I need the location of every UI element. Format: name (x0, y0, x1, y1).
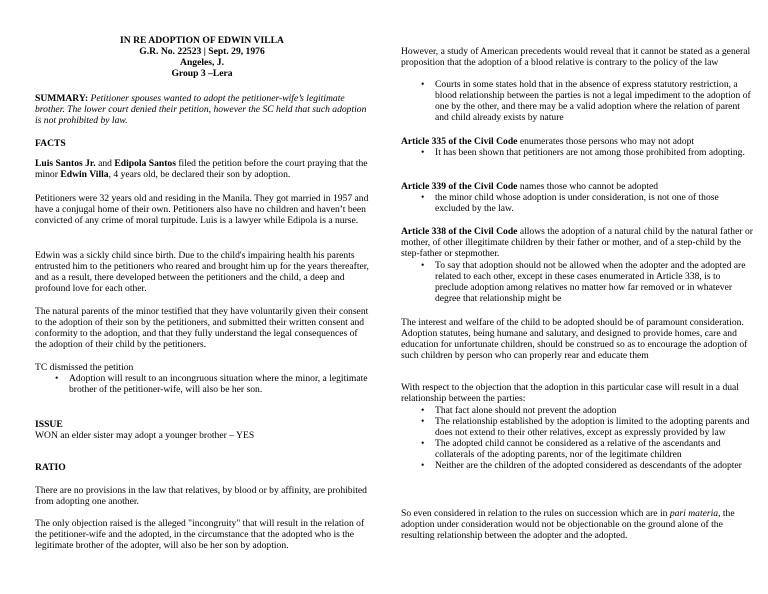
minor-name: Edwin Villa (60, 169, 109, 180)
list-item (35, 373, 369, 395)
bullet-icon: • (421, 405, 425, 416)
bullet-icon: • (421, 416, 425, 427)
list-item (401, 416, 753, 438)
article-339-text: names those who cannot be adopted (517, 181, 659, 192)
list-item-text: The adopted child cannot be considered as a relative of the ascendants and collaterals of the adopting parents, nor of the legitimate children (435, 438, 721, 460)
list-item-text: The relationship established by the adoption is limited to the adopting parents and does not extend to their other relatives, except as expressly provided by law (435, 416, 750, 438)
facts-paragraph-1 (35, 158, 369, 180)
list-item (401, 147, 753, 158)
right-bullets-5 (401, 405, 753, 471)
petitioner-husband: Luis Santos Jr. (35, 158, 96, 169)
ponente: Angeles, J. (180, 57, 224, 68)
issue-heading: ISSUE (35, 419, 63, 430)
list-item-text: Courts in some states hold that in the absence of express statutory restriction, a blood relationship between the parties is not a legal impediment to the adoption of one by the other, and there may be a valid adoption where the relation of parent and child already exists by nature (435, 79, 751, 123)
list-item-text: To say that adoption should not be allowed when the adopter and the adopted are related to each other, except in these cases enumerated in Article 338, is to preclude adoption among relatives no matter how far removed or in whatever degree that relationship might be (435, 260, 746, 304)
list-item-text: It has been shown that petitioners are not among those prohibited from adopting. (435, 147, 745, 158)
article-335 (401, 136, 753, 147)
right-bullets-1 (401, 79, 753, 123)
ratio-heading: RATIO (35, 462, 66, 473)
case-number: G.R. No. 22523 | Sept. 29, 1976 (139, 46, 265, 57)
petitioner-wife: Edipola Santos (114, 158, 176, 169)
paragraph-text: , the adoption under consideration would not be objectionable on the ground alone of the resulting relationship between the adopter and the adopted. (401, 508, 735, 541)
list-item (401, 438, 753, 460)
article-339 (401, 181, 753, 192)
group-label: Group 3 –Lera (171, 68, 233, 79)
facts-paragraph-5: TC dismissed the petition (35, 362, 134, 373)
ratio-paragraph-1: There are no provisions in the law that relatives, by blood or by affinity, are prohibited from adopting one another. (35, 485, 367, 507)
right-bullets-3 (401, 192, 753, 214)
bullet-icon: • (55, 373, 59, 384)
article-339-heading: Article 339 of the Civil Code (401, 181, 518, 192)
right-bullets-4 (401, 260, 753, 304)
facts-text: , 4 years old, be declared their son by adoption. (108, 169, 291, 180)
summary-label: SUMMARY: (35, 93, 89, 104)
bullet-icon: • (421, 460, 425, 471)
ratio-paragraph-2: The only objection raised is the alleged "incongruity" that will result in the relation of the petitioner-wife and the adopted, in the circumstance that the adopted who is the legitimate brother of the adopter, will also be her son by adoption. (35, 518, 365, 551)
issue-text: WON an elder sister may adopt a younger brother – YES (35, 430, 255, 441)
facts-text: and (95, 158, 115, 169)
article-338-heading: Article 338 of the Civil Code (401, 226, 518, 237)
right-paragraph-1: However, a study of American precedents would reveal that it cannot be stated as a general proposition that the adoption of a blood relative is contrary to the policy of the law (401, 46, 751, 68)
bullet-icon: • (421, 192, 425, 203)
right-paragraph-3: With respect to the objection that the adoption in this particular case will result in a dual relationship between the parties: (401, 382, 739, 404)
bullet-icon: • (421, 147, 425, 158)
list-item (401, 192, 753, 214)
bullet-icon: • (421, 438, 425, 449)
article-338-text: allows the adoption of a natural child by the natural father or mother, of other illegitimate children by their father or mother, and of a step-child by the step-father or stepmother. (401, 226, 753, 259)
right-paragraph-4 (401, 508, 753, 541)
bullet-icon: • (421, 79, 425, 90)
list-item (401, 260, 753, 304)
list-item-text: the minor child whose adoption is under consideration, is not one of those excluded by the law. (435, 192, 719, 214)
article-335-heading: Article 335 of the Civil Code (401, 136, 518, 147)
list-item (401, 405, 753, 416)
summary-text: Petitioner spouses wanted to adopt the petitioner-wife’s legitimate brother. The lower court denied their petition, however the SC held that such adoption is not prohibited by law. (35, 93, 367, 126)
bullet-icon: • (421, 260, 425, 271)
article-335-text: enumerates those persons who may not adopt (517, 136, 695, 147)
list-item-text: That fact alone should not prevent the adoption (435, 405, 617, 416)
latin-term: pari materia (669, 508, 719, 519)
list-item (401, 79, 753, 123)
right-paragraph-2: The interest and welfare of the child to be adopted should be of paramount consideration. Adoption statutes, being humane and salutary, and designed to provide homes, care and education for unfortunate children, should be construed so as to encourage the adoption of such children by person who can properly rear and educate them (401, 317, 748, 361)
facts-paragraph-2: Petitioners were 32 years old and residing in the Manila. They got married in 1957 and have a conjugal home of their own. Petitioners also have no children and haven’t been convicted of any crime of moral turpitude. Luis is a lawyer while Edipola is a nurse. (35, 193, 369, 226)
list-item (401, 460, 753, 471)
case-title: IN RE ADOPTION OF EDWIN VILLA (120, 35, 284, 46)
summary (35, 93, 369, 126)
article-338 (401, 226, 753, 259)
facts-heading: FACTS (35, 138, 66, 149)
facts-paragraph-4: The natural parents of the minor testified that they have voluntarily given their consent to the adoption of their son by the petitioners, and submitted their written consent and conformity to the adoption, and that they fully understand the legal consequences of the adoption of their child by the petitioners. (35, 306, 369, 350)
right-bullets-2 (401, 147, 753, 158)
paragraph-text: So even considered in relation to the rules on succession which are in (401, 508, 670, 519)
list-item-text: Adoption will result to an incongruous situation where the minor, a legitimate brother of the petitioner-wife, will also be her son. (69, 373, 368, 395)
facts-text: filed the petition before the court praying that the minor (35, 158, 368, 180)
facts-paragraph-3: Edwin was a sickly child since birth. Due to the child's impairing health his parents entrusted him to the petitioners who reared and brought him up for the years thereafter, and as a result, there developed between the petitioners and the child, a deep and profound love for each other. (35, 250, 369, 294)
list-item-text: Neither are the children of the adopted considered as descendants of the adopter (435, 460, 742, 471)
facts-bullets (35, 373, 369, 395)
